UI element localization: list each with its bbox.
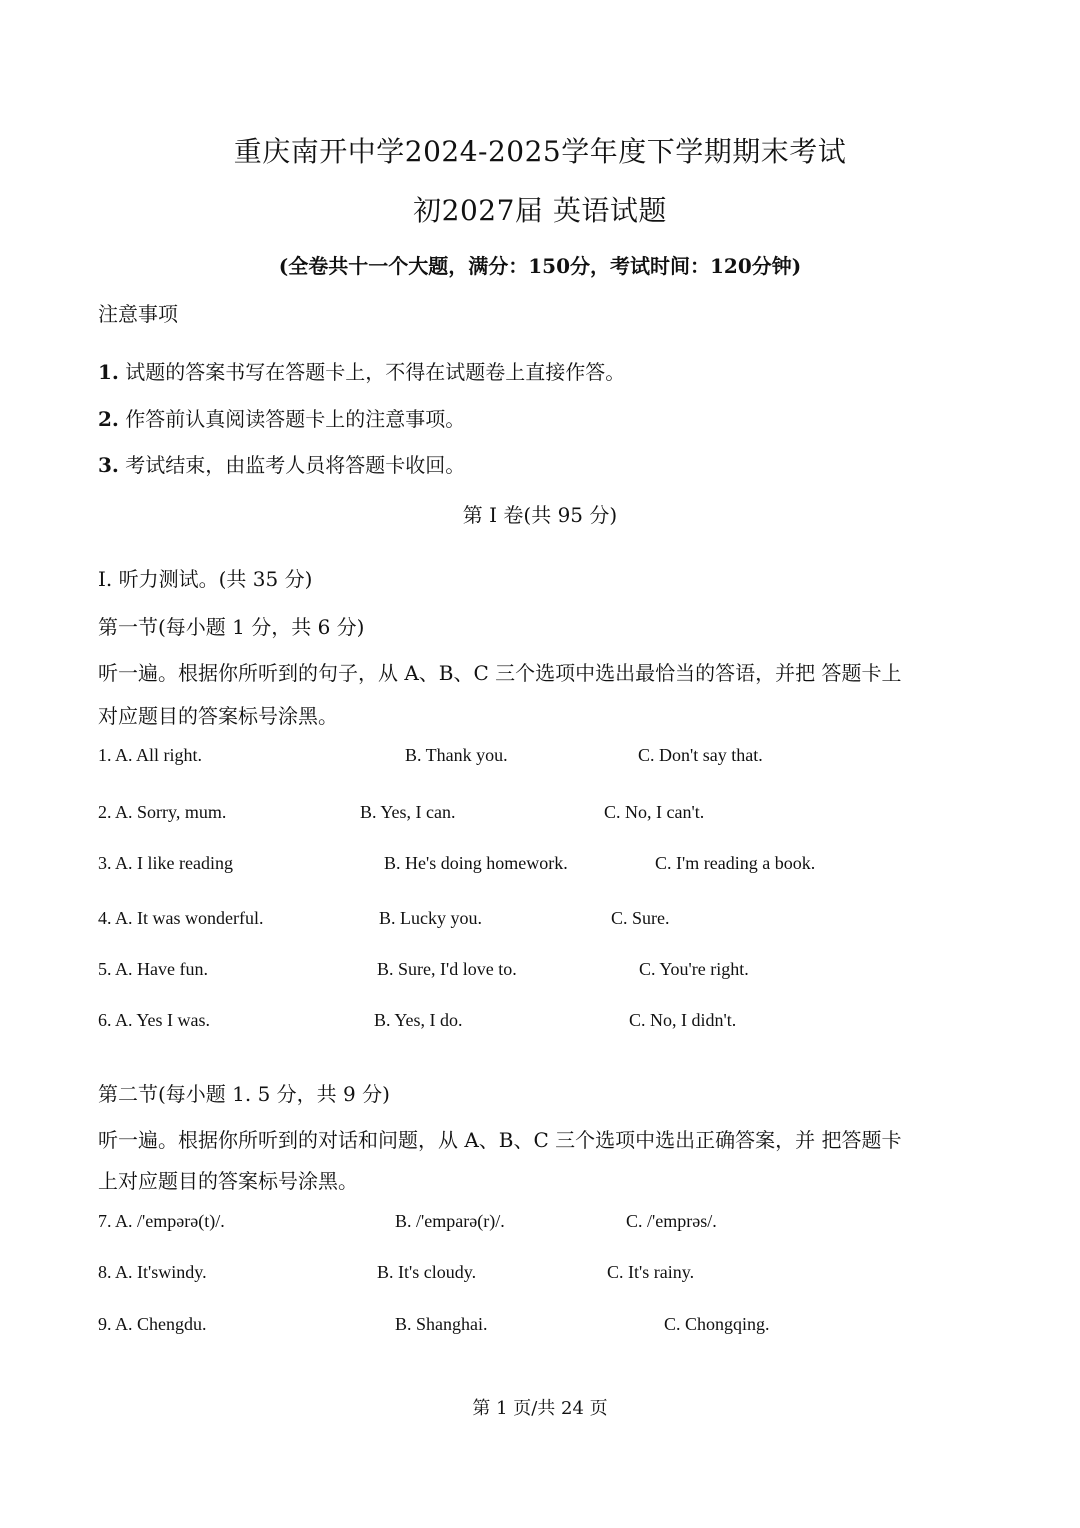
option-b: B. /'emparə(r)/. <box>395 1211 505 1231</box>
option-a: 5. A. Have fun. <box>98 959 208 979</box>
option-b: B. Sure, I'd love to. <box>377 959 517 979</box>
note-item <box>98 356 625 385</box>
option-a: 7. A. /'empərə(t)/. <box>98 1211 225 1231</box>
option-a: 6. A. Yes I was. <box>98 1010 211 1030</box>
section-instruction: 听一遍。根据你所听到的句子，从 A、B、C 三个选项中选出最恰当的答语，并把 答题卡上 <box>98 661 902 685</box>
part-heading: I. 听力测试。(共 35 分) <box>98 567 313 591</box>
section-heading: 第二节(每小题 1. 5 分，共 9 分) <box>98 1082 390 1106</box>
option-a: 8. A. It'swindy. <box>98 1262 207 1282</box>
section-instruction: 对应题目的答案标号涂黑。 <box>98 704 338 728</box>
option-a: 3. A. I like reading <box>98 853 233 873</box>
section-instruction: 听一遍。根据你所听到的对话和问题，从 A、B、C 三个选项中选出正确答案，并 把答题卡 <box>98 1128 902 1152</box>
note-text: 考试结束，由监考人员将答题卡收回。 <box>125 453 466 477</box>
note-number: 3. <box>98 453 119 477</box>
option-c: C. You're right. <box>639 959 749 979</box>
volume-heading: 第 I 卷(共 95 分) <box>462 503 618 527</box>
note-number: 2. <box>98 407 119 431</box>
page-number: 第 1 页/共 24 页 <box>472 1398 608 1419</box>
section-heading: 第一节(每小题 1 分，共 6 分) <box>98 615 365 639</box>
option-c: C. It's rainy. <box>607 1262 695 1282</box>
option-a: 1. A. All right. <box>98 745 203 765</box>
note-item <box>98 403 465 432</box>
note-text: 作答前认真阅读答题卡上的注意事项。 <box>125 407 466 431</box>
exam-title: 重庆南开中学2024-2025学年度下学期期末考试 <box>233 135 847 168</box>
option-a: 9. A. Chengdu. <box>98 1314 207 1334</box>
option-b: B. Shanghai. <box>395 1314 488 1334</box>
option-c: C. Sure. <box>611 908 670 928</box>
option-c: C. Chongqing. <box>664 1314 770 1334</box>
option-b: B. Thank you. <box>405 745 508 765</box>
option-a: 2. A. Sorry, mum. <box>98 802 227 822</box>
option-c: C. No, I can't. <box>604 802 705 822</box>
option-c: C. I'm reading a book. <box>655 853 816 873</box>
option-c: C. /'emprəs/. <box>626 1211 717 1231</box>
option-c: C. No, I didn't. <box>629 1010 737 1030</box>
option-a: 4. A. It was wonderful. <box>98 908 264 928</box>
option-b: B. Yes, I do. <box>374 1010 463 1030</box>
option-c: C. Don't say that. <box>638 745 763 765</box>
exam-info: (全卷共十一个大题，满分：150分，考试时间：120分钟) <box>278 254 802 278</box>
exam-subtitle: 初2027届 英语试题 <box>413 194 667 227</box>
notes-heading: 注意事项 <box>98 302 178 326</box>
option-b: B. He's doing homework. <box>384 853 568 873</box>
note-text: 试题的答案书写在答题卡上，不得在试题卷上直接作答。 <box>125 360 626 384</box>
note-item <box>98 449 465 478</box>
option-b: B. It's cloudy. <box>377 1262 477 1282</box>
note-number: 1. <box>98 360 119 384</box>
option-b: B. Yes, I can. <box>360 802 456 822</box>
section-instruction: 上对应题目的答案标号涂黑。 <box>98 1169 358 1193</box>
option-b: B. Lucky you. <box>379 908 482 928</box>
